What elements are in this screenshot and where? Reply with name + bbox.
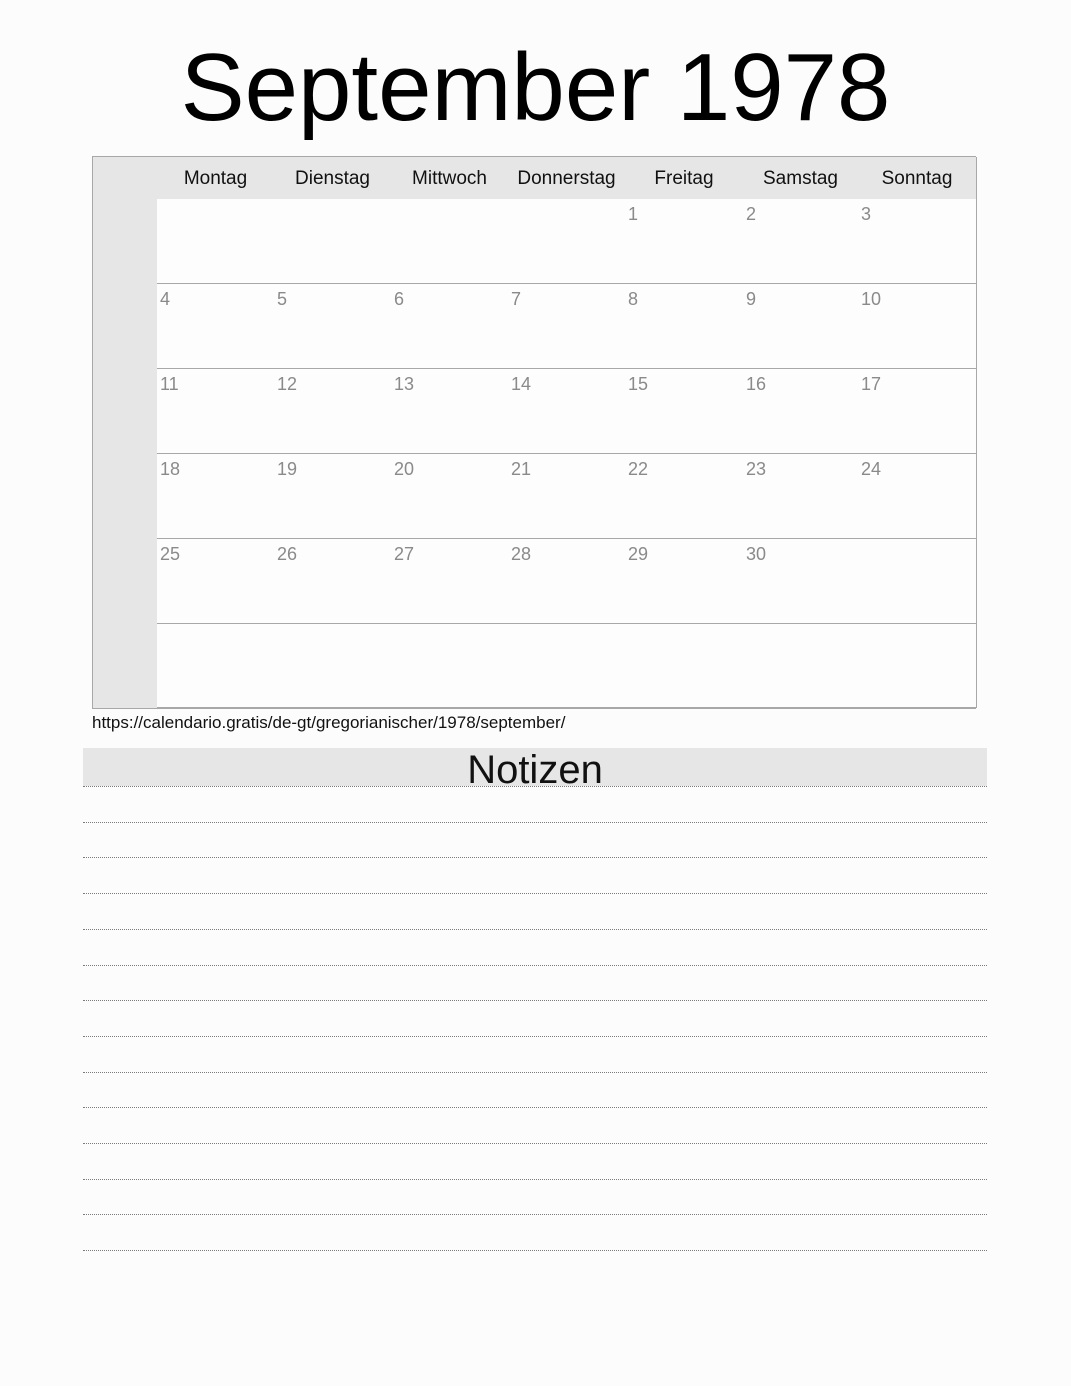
day-cell[interactable] xyxy=(508,539,626,624)
day-cell[interactable] xyxy=(157,454,275,539)
day-number: 5 xyxy=(277,289,288,309)
day-number: 12 xyxy=(277,374,298,394)
day-number: 19 xyxy=(277,459,298,479)
weekday-header-freitag: Freitag xyxy=(625,157,744,200)
day-number: 28 xyxy=(511,544,532,564)
day-cell[interactable] xyxy=(274,284,392,369)
day-cell[interactable] xyxy=(858,199,977,284)
day-cell[interactable] xyxy=(391,284,509,369)
day-cell[interactable] xyxy=(157,284,275,369)
day-number: 22 xyxy=(628,459,649,479)
day-number: 3 xyxy=(861,204,872,224)
note-line[interactable] xyxy=(83,1072,987,1073)
note-line[interactable] xyxy=(83,1179,987,1180)
weekday-header-mittwoch: Mittwoch xyxy=(391,157,509,200)
day-number: 10 xyxy=(861,289,882,309)
day-cell[interactable] xyxy=(274,454,392,539)
day-number: 1 xyxy=(628,204,639,224)
day-cell[interactable] xyxy=(743,369,859,454)
calendar-grid xyxy=(92,156,976,709)
day-number: 17 xyxy=(861,374,882,394)
note-line[interactable] xyxy=(83,786,987,787)
day-number: 25 xyxy=(160,544,181,564)
weekday-header-donnerstag: Donnerstag xyxy=(508,157,626,200)
day-cell[interactable] xyxy=(743,539,859,624)
note-line[interactable] xyxy=(83,1036,987,1037)
day-cell[interactable] xyxy=(858,454,977,539)
weekday-header-dienstag: Dienstag xyxy=(274,157,392,200)
day-cell[interactable] xyxy=(508,369,626,454)
day-cell[interactable] xyxy=(743,284,859,369)
day-cell[interactable] xyxy=(274,199,392,284)
day-cell[interactable] xyxy=(625,369,744,454)
page-title: September 1978 xyxy=(180,34,891,141)
day-number: 20 xyxy=(394,459,415,479)
note-line[interactable] xyxy=(83,965,987,966)
note-line[interactable] xyxy=(83,1000,987,1001)
day-number: 29 xyxy=(628,544,649,564)
week-number-column xyxy=(93,157,158,708)
day-number: 11 xyxy=(160,374,179,394)
weekday-header-sonntag: Sonntag xyxy=(858,157,977,200)
day-cell[interactable] xyxy=(625,199,744,284)
day-cell[interactable] xyxy=(274,624,392,708)
day-number: 9 xyxy=(746,289,757,309)
weekday-header-samstag: Samstag xyxy=(743,157,859,200)
note-line[interactable] xyxy=(83,857,987,858)
day-cell[interactable] xyxy=(858,284,977,369)
day-cell[interactable] xyxy=(157,369,275,454)
notes-heading: Notizen xyxy=(83,748,987,786)
day-cell[interactable] xyxy=(157,624,275,708)
day-cell[interactable] xyxy=(391,624,509,708)
day-cell[interactable] xyxy=(391,539,509,624)
day-cell[interactable] xyxy=(858,539,977,624)
day-number: 8 xyxy=(628,289,639,309)
day-cell[interactable] xyxy=(157,199,275,284)
day-cell[interactable] xyxy=(508,284,626,369)
weekday-header-montag: Montag xyxy=(157,157,275,200)
day-cell[interactable] xyxy=(157,539,275,624)
day-number: 18 xyxy=(160,459,181,479)
day-cell[interactable] xyxy=(508,454,626,539)
day-cell[interactable] xyxy=(274,369,392,454)
day-cell[interactable] xyxy=(508,624,626,708)
day-cell[interactable] xyxy=(625,284,744,369)
day-cell[interactable] xyxy=(743,624,859,708)
day-number: 23 xyxy=(746,459,767,479)
day-cell[interactable] xyxy=(858,369,977,454)
day-number: 27 xyxy=(394,544,415,564)
day-cell[interactable] xyxy=(858,624,977,708)
day-number: 13 xyxy=(394,374,415,394)
note-line[interactable] xyxy=(83,1214,987,1215)
day-cell[interactable] xyxy=(743,454,859,539)
day-number: 24 xyxy=(861,459,882,479)
day-number: 26 xyxy=(277,544,298,564)
day-number: 16 xyxy=(746,374,767,394)
day-number: 6 xyxy=(394,289,405,309)
day-cell[interactable] xyxy=(625,454,744,539)
day-cell[interactable] xyxy=(743,199,859,284)
day-cell[interactable] xyxy=(625,539,744,624)
day-number: 2 xyxy=(746,204,757,224)
source-url[interactable]: https://calendario.gratis/de-gt/gregorianischer/1978/september/ xyxy=(92,713,566,732)
day-cell[interactable] xyxy=(508,199,626,284)
note-line[interactable] xyxy=(83,929,987,930)
day-cell[interactable] xyxy=(625,624,744,708)
day-number: 4 xyxy=(160,289,171,309)
note-line[interactable] xyxy=(83,1107,987,1108)
day-cell[interactable] xyxy=(391,199,509,284)
note-line[interactable] xyxy=(83,893,987,894)
day-cell[interactable] xyxy=(391,454,509,539)
day-cell[interactable] xyxy=(274,539,392,624)
day-cell[interactable] xyxy=(391,369,509,454)
note-line[interactable] xyxy=(83,1143,987,1144)
day-number: 7 xyxy=(511,289,522,309)
note-line[interactable] xyxy=(83,822,987,823)
day-number: 15 xyxy=(628,374,649,394)
day-number: 21 xyxy=(511,459,532,479)
day-number: 30 xyxy=(746,544,767,564)
day-number: 14 xyxy=(511,374,532,394)
note-line[interactable] xyxy=(83,1250,987,1251)
